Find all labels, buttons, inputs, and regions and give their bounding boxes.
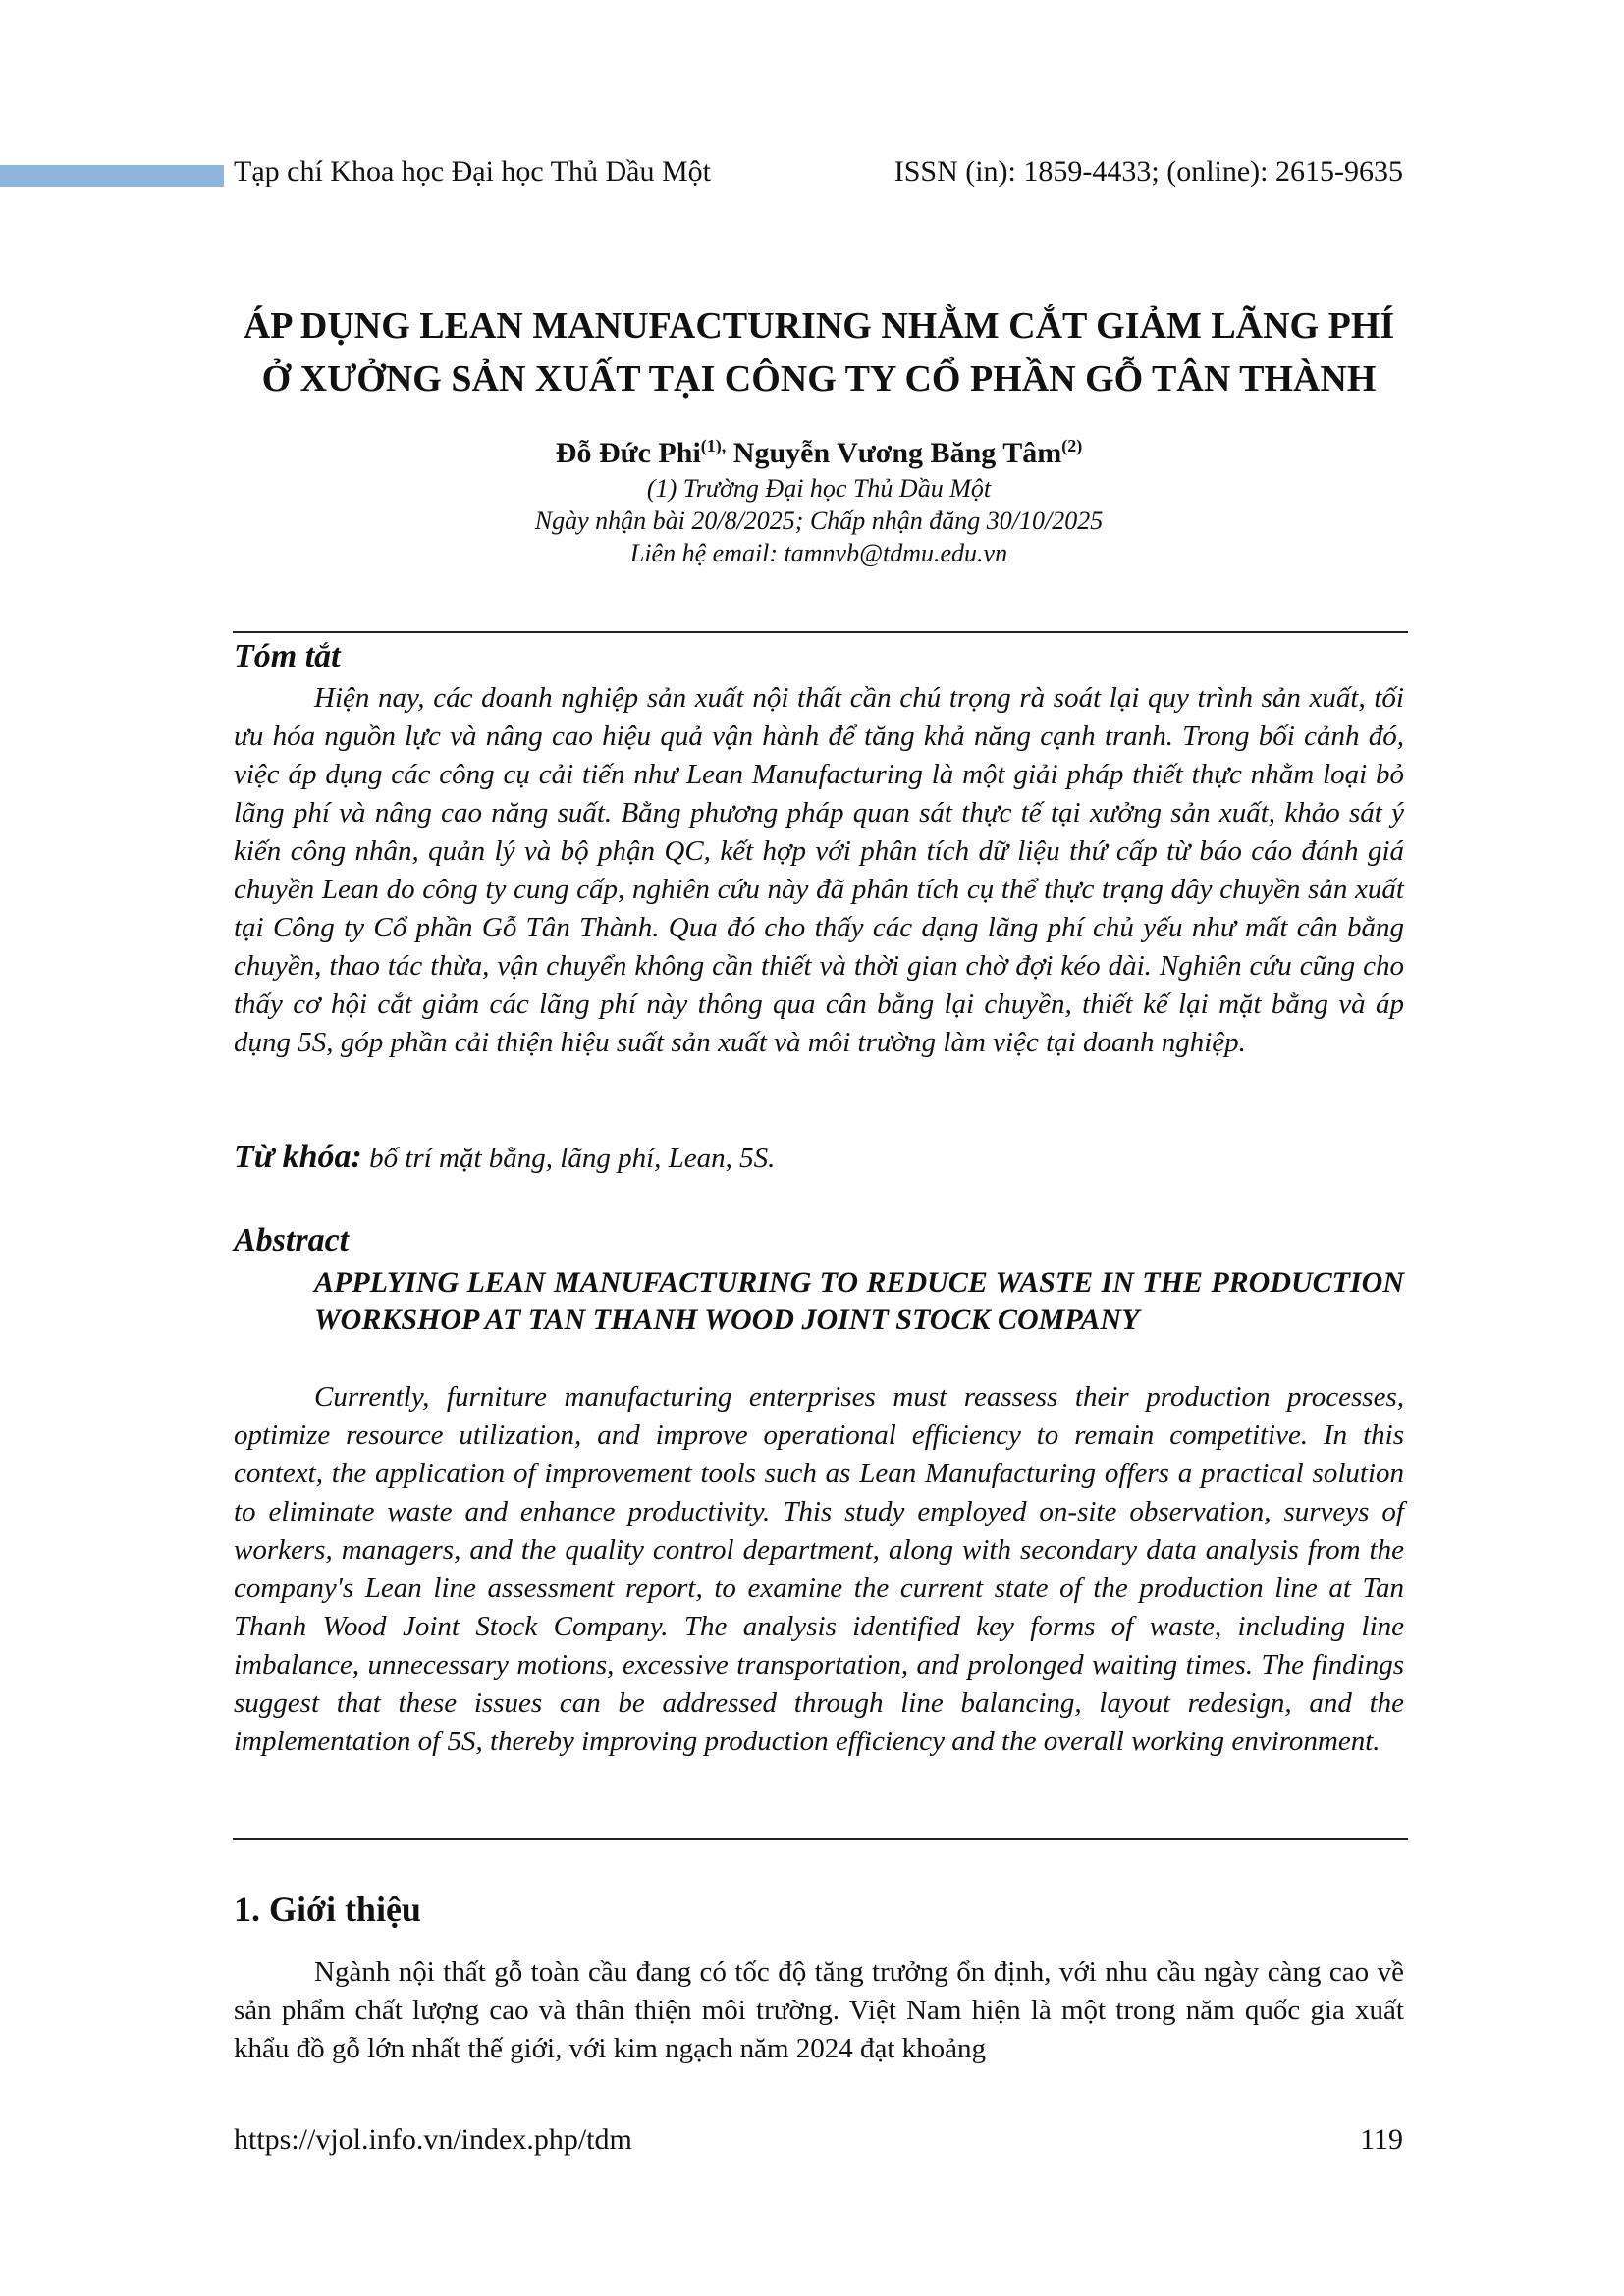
author-1: Đỗ Đức Phi: [555, 437, 701, 469]
abstract-heading: Abstract: [234, 1222, 350, 1258]
section-heading-introduction: 1. Giới thiệu: [234, 1890, 421, 1929]
header-accent-bar: [0, 165, 224, 187]
author-2-affiliation: (2): [1061, 436, 1083, 455]
footer-url: https://vjol.info.vn/index.php/tdm: [234, 2123, 632, 2156]
title-line-2: Ở XƯỞNG SẢN XUẤT TẠI CÔNG TY CỔ PHẦN GỖ TÂN THÀNH: [261, 358, 1377, 400]
title-line-1: ÁP DỤNG LEAN MANUFACTURING NHẰM CẮT GIẢM LÃNG PHÍ: [243, 305, 1395, 347]
journal-issn: ISSN (in): 1859-4433; (online): 2615-9635: [893, 155, 1403, 187]
contact-email: Liên hệ email: tamnvb@tdmu.edu.vn: [629, 539, 1008, 567]
summary-text: Hiện nay, các doanh nghiệp sản xuất nội thất cần chú trọng rà soát lại quy trình sản xuất, tối ưu hóa nguồn lực và nâng cao hiệu quả vận hành để tăng khả năng cạnh tranh. Trong bối cảnh đó, việc áp dụng các công cụ cải tiến như Lean Manufacturing là một giải pháp thiết thực nhằm loại bỏ lãng phí và nâng cao năng suất. Bằng phương pháp quan sát thực tế tại xưởng sản xuất, khảo sát ý kiến công nhân, quản lý và bộ phận QC, kết hợp với phân tích dữ liệu thứ cấp từ báo cáo đánh giá chuyền Lean do công ty cung cấp, nghiên cứu này đã phân tích cụ thể thực trạng dây chuyền sản xuất tại Công ty Cổ phần Gỗ Tân Thành. Qua đó cho thấy các dạng lãng phí chủ yếu như mất cân bằng chuyền, thao tác thừa, vận chuyển không cần thiết và thời gian chờ đợi kéo dài. Nghiên cứu cũng cho thấy cơ hội cắt giảm các lãng phí này thông qua cân bằng lại chuyền, thiết kế lại mặt bằng và áp dụng 5S, góp phần cải thiện hiệu suất sản xuất và môi trường làm việc tại doanh nghiệp.: [234, 682, 1404, 1058]
article-title: [234, 299, 1404, 405]
abstract-title: APPLYING LEAN MANUFACTURING TO REDUCE WASTE IN THE PRODUCTION WORKSHOP AT TAN THANH WOOD JOINT STOCK COMPANY: [314, 1266, 1404, 1336]
divider-top: [233, 631, 1408, 633]
keywords-label: Từ khóa:: [234, 1139, 362, 1175]
affiliation: (1) Trường Đại học Thủ Dầu Một: [646, 474, 992, 503]
keywords-value: bố trí mặt bằng, lãng phí, Lean, 5S.: [361, 1143, 776, 1174]
keywords: [234, 1139, 775, 1176]
author-1-affiliation: (1),: [700, 436, 727, 455]
intro-text: Ngành nội thất gỗ toàn cầu đang có tốc độ tăng trưởng ổn định, với nhu cầu ngày càng cao về sản phẩm chất lượng cao và thân thiện môi trường. Việt Nam hiện là một trong năm quốc gia xuất khẩu đồ gỗ lớn nhất thế giới, với kim ngạch năm 2024 đạt khoảng: [234, 1956, 1404, 2064]
author-list: [234, 436, 1404, 470]
journal-name: Tạp chí Khoa học Đại học Thủ Dầu Một: [234, 155, 711, 187]
abstract-text: Currently, furniture manufacturing enterprises must reassess their production processes, optimize resource utilization, and improve operational efficiency to remain competitive. In this context, the application of improvement tools such as Lean Manufacturing offers a practical solution to eliminate waste and enhance productivity. This study employed on-site observation, surveys of workers, managers, and the quality control department, along with secondary data analysis from the company's Lean line assessment report, to examine the current state of the production line at Tan Thanh Wood Joint Stock Company. The analysis identified key forms of waste, including line imbalance, unnecessary motions, excessive transportation, and prolonged waiting times. The findings suggest that these issues can be addressed through line balancing, layout redesign, and the implementation of 5S, thereby improving production efficiency and the overall working environment.: [234, 1381, 1404, 1757]
divider-bottom: [233, 1838, 1408, 1840]
page-number: 119: [1360, 2123, 1403, 2156]
submission-dates: Ngày nhận bài 20/8/2025; Chấp nhận đăng 30/10/2025: [534, 507, 1104, 535]
summary-heading: Tóm tắt: [234, 638, 341, 674]
author-2: Nguyễn Vương Băng Tâm: [726, 437, 1062, 469]
